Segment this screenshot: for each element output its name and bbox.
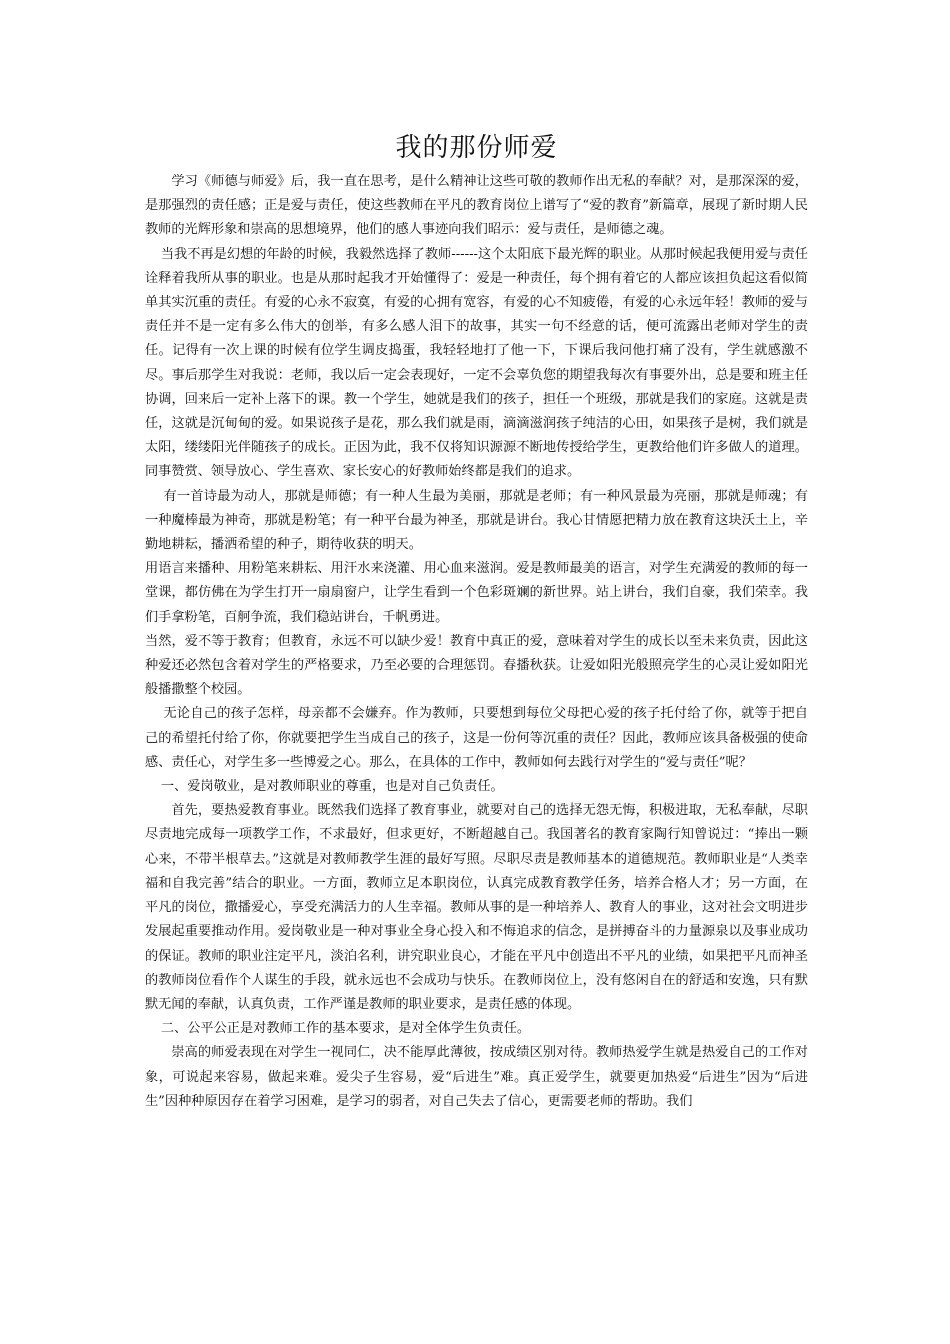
paragraph: 崇高的师爱表现在对学生一视同仁，决不能厚此薄彼，按成绩区别对待。教师热爱学生就是热爱自己的工作对象，可说起来容易，做起来难。爱尖子生容易，爱“后进生”难。真正爱学生，就要更加热爱“后进生”因为“后进生”因种种原因存在着学习困难，是学习的弱者，对自己失去了信心，更需要老师的帮助。我们 [145,1045,808,1109]
paragraph: 用语言来播种、用粉笔来耕耘、用汗水来浇灌、用心血来滋润。爱是教师最美的语言，对学生充满爱的教师的每一堂课，都仿佛在为学生打开一扇扇窗户，让学生看到一个色彩斑斓的新世界。站上讲台，我们自豪，我们荣幸。我们手拿粉笔，百舸争流，我们稳站讲台，千帆勇进。 [145,561,808,625]
section-heading: 二、公平公正是对教师工作的基本要求，是对全体学生负责任。 [160,1021,531,1037]
document-page [145,128,808,1114]
section-heading: 一、爱岗敬业，是对教师职业的尊重，也是对自己负责任。 [160,779,504,795]
paragraph: 当然，爱不等于教育；但教育，永远不可以缺少爱！教育中真正的爱，意味着对学生的成长以至未来负责，因此这种爱还必然包含着对学生的严格要求，乃至必要的合理惩罚。春播秋获。让爱如阳光般照亮学生的心灵让爱如阳光般播撒整个校园。 [145,633,808,698]
paragraph: 有一首诗最为动人，那就是师德；有一种人生最为美丽，那就是老师；有一种风景最为亮丽，那就是师魂；有一种魔棒最为神奇，那就是粉笔；有一种平台最为神圣，那就是讲台。我心甘情愿把精力放在教育这块沃土上，辛勤地耕耘，播洒希望的种子，期待收获的明天。 [145,488,808,553]
paragraph: 学习《师德与师爱》后，我一直在思考，是什么精神让这些可敬的教师作出无私的奉献？对，是那深深的爱，是那强烈的责任感；正是爱与责任，使这些教师在平凡的教育岗位上谱写了“爱的教育”新篇章，展现了新时期人民教师的光辉形象和崇高的思想境界，他们的感人事迹向我们昭示：爱与责任，是师德之魂。 [145,174,808,238]
paragraph: 首先，要热爱教育事业。既然我们选择了教育事业，就要对自己的选择无怨无悔，积极进取，无私奉献，尽职尽责地完成每一项教学工作，不求最好，但求更好，不断超越自己。我国著名的教育家陶行知曾说过：“捧出一颗心来，不带半根草去。”这就是对教师教学生涯的最好写照。尽职尽责是教师基本的道德规范。教师职业是“人类幸福和自我完善”结合的职业。一方面，教师立足本职岗位，认真完成教育教学任务，培养合格人才；另一方面，在平凡的岗位，撒播爱心，享受充满活力的人生幸福。教师从事的是一种培养人、教育人的事业，这对社会文明进步发展起重要推动作用。爱岗敬业是一种对事业全身心投入和不悔追求的信念，是拼搏奋斗的力量源泉以及事业成功的保证。教师的职业注定平凡，淡泊名利，讲究职业良心，才能在平凡中创造出不平凡的业绩，如果把平凡而神圣的教师岗位看作个人谋生的手段，就永远也不会成功与快乐。在教师岗位上，没有悠闲自在的舒适和安逸，只有默默无闻的奉献，认真负责，工作严谨是教师的职业要求，是责任感的体现。 [145,803,808,1012]
page-title: 我的那份师爱 [395,133,558,163]
paragraph: 无论自己的孩子怎样，母亲都不会嫌弃。作为教师，只要想到每位父母把心爱的孩子托付给了你，就等于把自己的希望托付给了你，你就要把学生当成自己的孩子，这是一份何等沉重的责任？因此，教师应该具备极强的使命感、责任心，对学生多一些博爱之心。那么，在具体的工作中，教师如何去践行对学生的“爱与责任”呢？ [145,706,808,770]
paragraph: 当我不再是幻想的年龄的时候，我毅然选择了教师------这个太阳底下最光辉的职业。从那时候起我便用爱与责任诠释着我所从事的职业。也是从那时起我才开始懂得了：爱是一种责任，每个拥有着它的人都应该担负起这看似简单其实沉重的责任。有爱的心永不寂寞，有爱的心拥有宽容，有爱的心不知疲倦，有爱的心永远年轻！教师的爱与责任并不是一定有多么伟大的创举，有多么感人泪下的故事，其实一句不经意的话，便可流露出老师对学生的责任。记得有一次上课的时候有位学生调皮捣蛋，我轻轻地打了他一下，下课后我问他打痛了没有，学生就感激不尽。事后那学生对我说：老师，我以后一定会表现好，一定不会辜负您的期望我每次有事要外出，总是要和班主任协调，回来后一定补上落下的课。教一个学生，她就是我们的孩子，担任一个班级，那就是我们的家庭。这就是责任，这就是沉甸甸的爱。如果说孩子是花，那么我们就是雨，滴滴滋润孩子纯洁的心田，如果孩子是树，我们就是太阳，缕缕阳光伴随孩子的成长。正因为此，我不仅将知识源源不断地传授给学生，更教给他们许多做人的道理。同事赞赏、领导放心、学生喜欢、家长安心的好教师始终都是我们的追求。 [145,246,808,480]
